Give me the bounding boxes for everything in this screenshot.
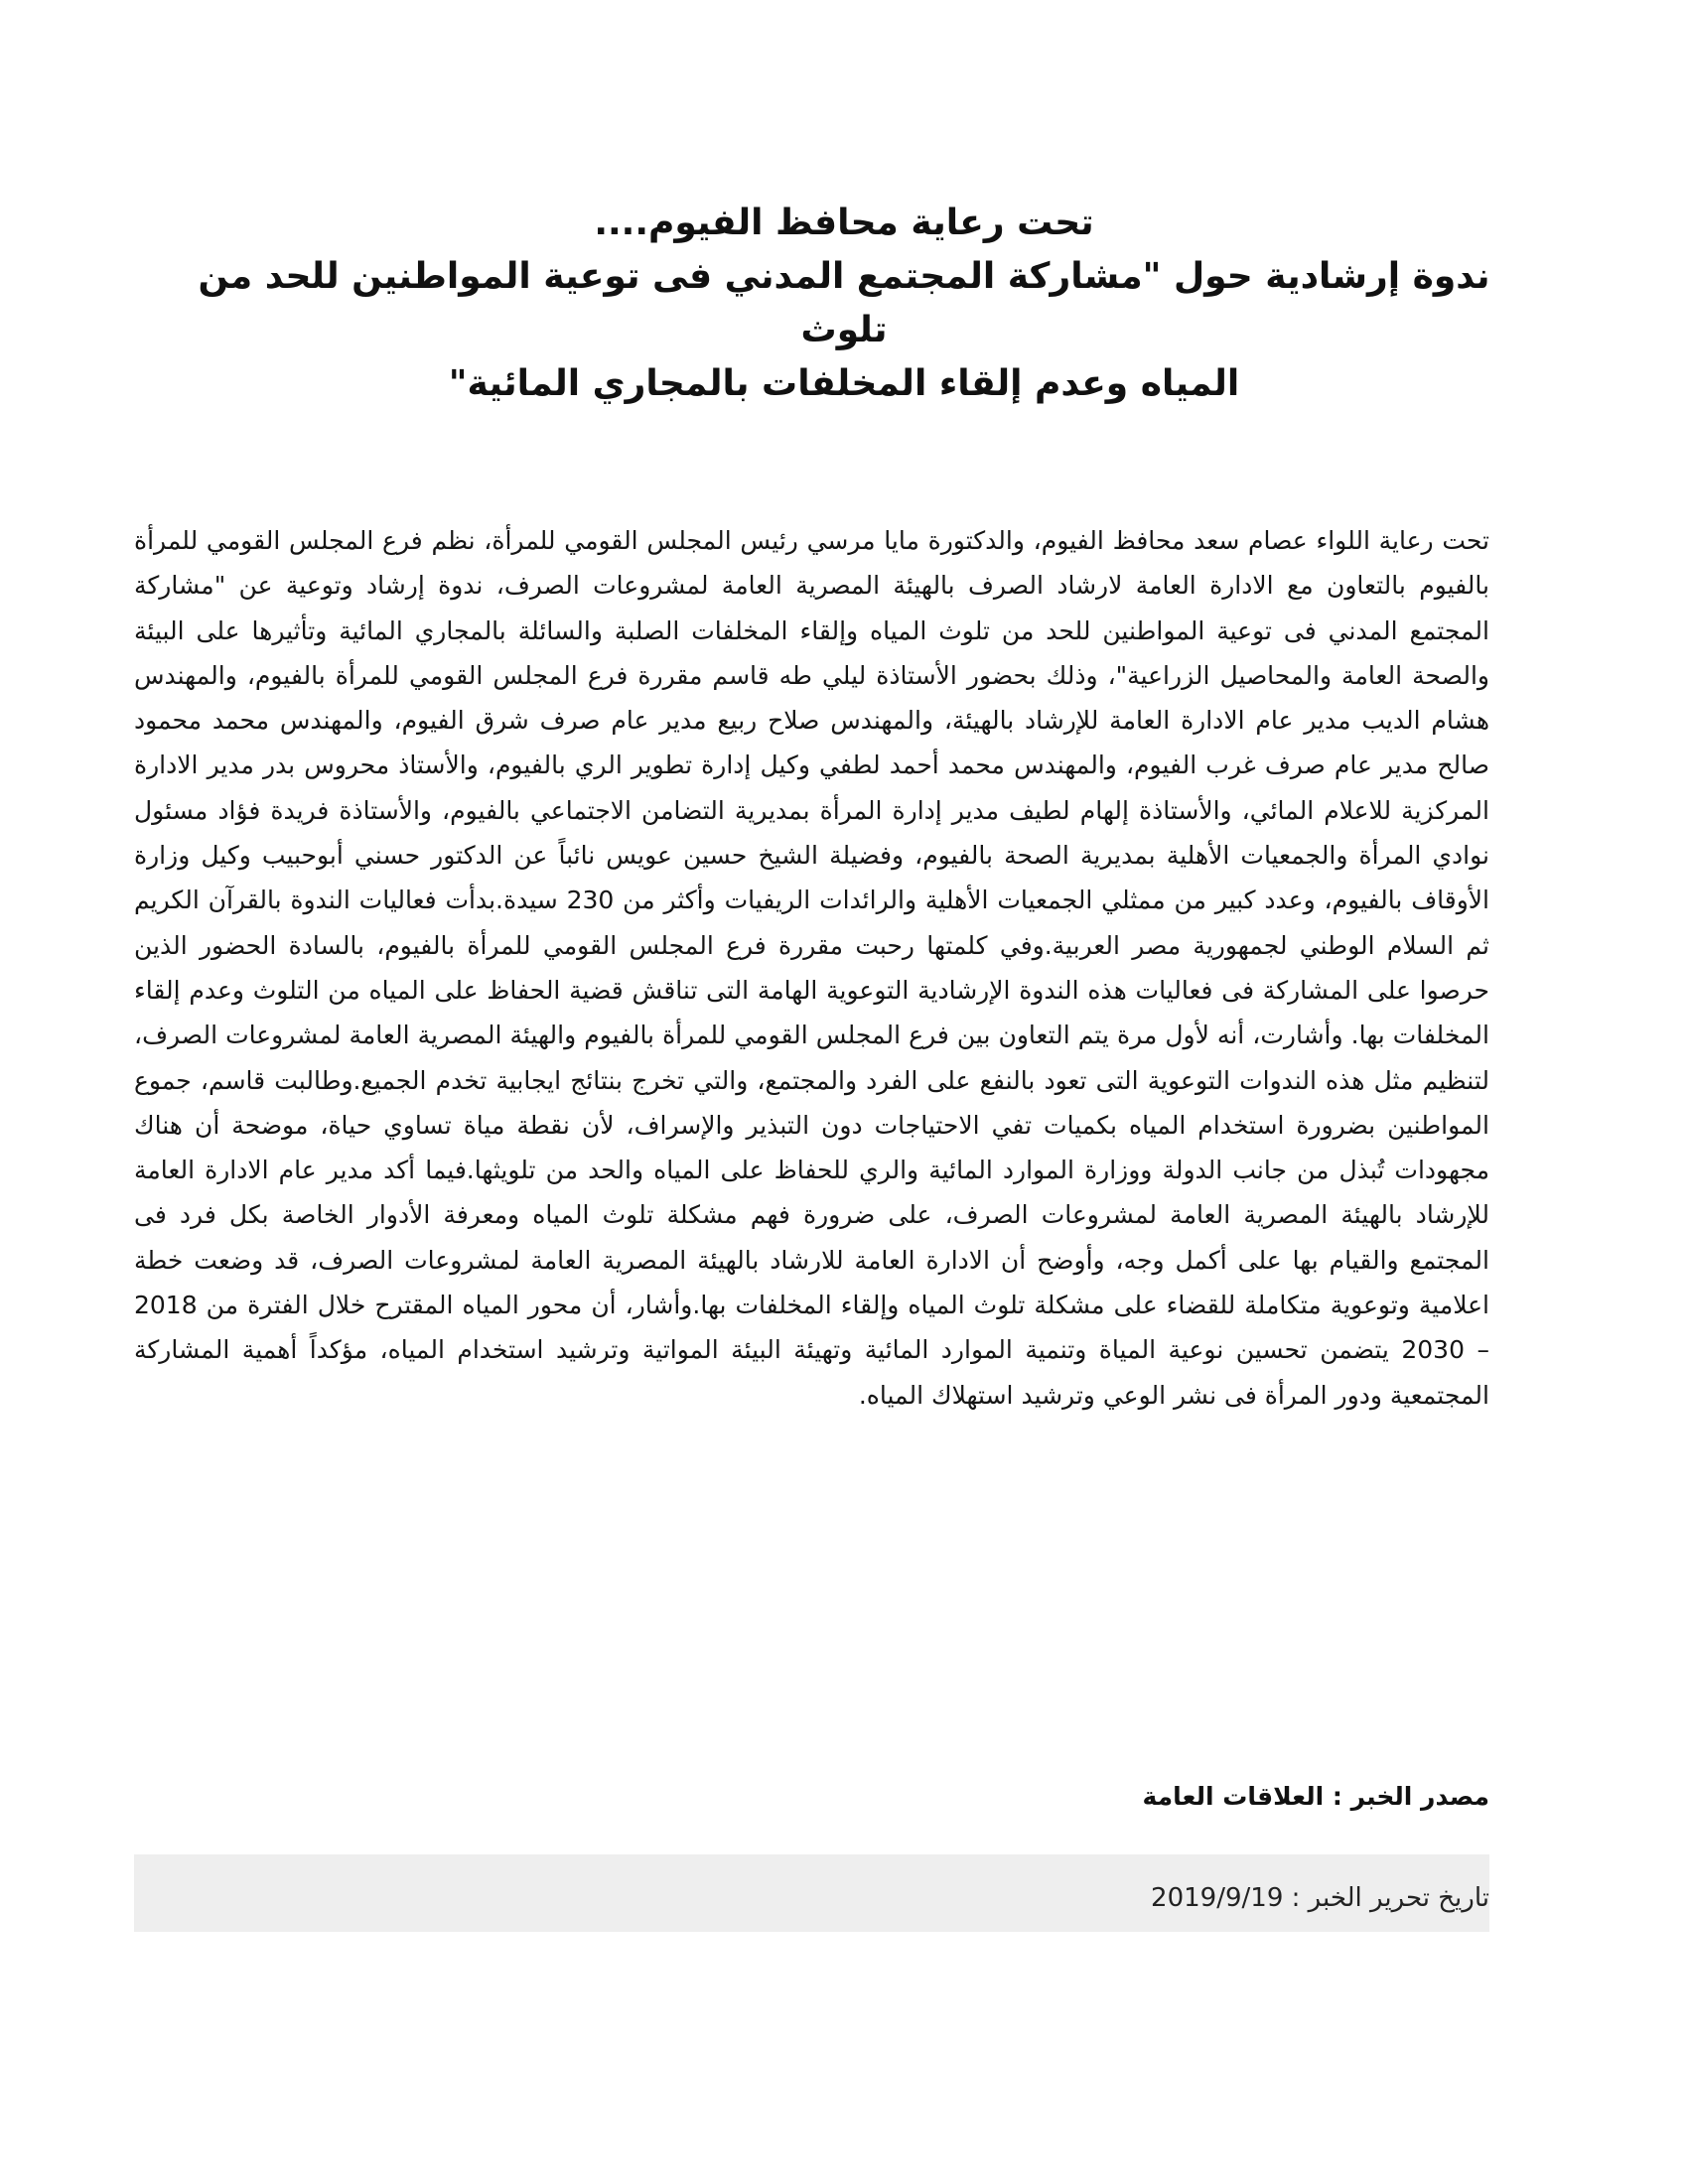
edit-date-bar <box>134 1854 1489 1932</box>
headline <box>149 197 1539 411</box>
headline-line-3: المياه وعدم إلقاء المخلفات بالمجاري المائية" <box>448 363 1240 404</box>
edit-date: تاريخ تحرير الخبر : 2019/9/19 <box>1151 1883 1489 1913</box>
headline-line-1: تحت رعاية محافظ الفيوم.... <box>594 203 1094 243</box>
article-body: تحت رعاية اللواء عصام سعد محافظ الفيوم، والدكتورة مايا مرسي رئيس المجلس القومي للمرأة، نظم فرع المجلس القومي للمرأة بالفيوم بالتعاون مع الادارة العامة لارشاد الصرف بالهيئة المصرية العامة لمشروعات الصرف، ندوة إرشاد وتوعية عن "مشاركة المجتمع المدني فى توعية المواطنين للحد من تلوث المياه وإلقاء المخلفات الصلبة والسائلة بالمجاري المائية وتأثيرها على البيئة والصحة العامة والمحاصيل الزراعية"، وذلك بحضور الأستاذة ليلي طه قاسم مقررة فرع المجلس القومي للمرأة بالفيوم، والمهندس هشام الديب مدير عام الادارة العامة للإرشاد بالهيئة، والمهندس صلاح ربيع مدير عام صرف شرق الفيوم، والمهندس محمد محمود صالح مدير عام صرف غرب الفيوم، والمهندس محمد أحمد لطفي وكيل إدارة تطوير الري بالفيوم، والأستاذ محروس بدر مدير الادارة المركزية للاعلام المائي، والأستاذة إلهام لطيف مدير إدارة المرأة بمديرية التضامن الاجتماعي بالفيوم، والأستاذة فريدة فؤاد مسئول نوادي المرأة والجمعيات الأهلية بمديرية الصحة بالفيوم، وفضيلة الشيخ حسين عويس نائباً عن الدكتور حسني أبوحبيب وكيل وزارة الأوقاف بالفيوم، وعدد كبير من ممثلي الجمعيات الأهلية والرائدات الريفيات وأكثر من 230 سيدة.بدأت فعاليات الندوة بالقرآن الكريم ثم السلام الوطني لجمهورية مصر العربية.وفي كلمتها رحبت مقررة فرع المجلس القومي للمرأة بالفيوم، بالسادة الحضور الذين حرصوا على المشاركة فى فعاليات هذه الندوة الإرشادية التوعوية الهامة التى تناقش قضية الحفاظ على المياه من التلوث وعدم إلقاء المخلفات بها. وأشارت، أنه لأول مرة يتم التعاون بين فرع المجلس القومي للمرأة بالفيوم والهيئة المصرية العامة لمشروعات الصرف، لتنظيم مثل هذه الندوات التوعوية التى تعود بالنفع على الفرد والمجتمع، والتي تخرج بنتائج ايجابية تخدم الجميع.وطالبت قاسم، جموع المواطنين بضرورة استخدام المياه بكميات تفي الاحتياجات دون التبذير والإسراف، لأن نقطة مياة تساوي حياة، موضحة أن هناك مجهودات تُبذل من جانب الدولة ووزارة الموارد المائية والري للحفاظ على المياه والحد من تلويثها.فيما أكد مدير عام الادارة العامة للإرشاد بالهيئة المصرية العامة لمشروعات الصرف، على ضرورة فهم مشكلة تلوث المياه ومعرفة الأدوار الخاصة بكل فرد فى المجتمع والقيام بها على أكمل وجه، وأوضح أن الادارة العامة للارشاد بالهيئة المصرية العامة لمشروعات الصرف، قد وضعت خطة اعلامية وتوعوية متكاملة للقضاء على مشكلة تلوث المياه وإلقاء المخلفات بها.وأشار، أن محور المياه المقترح خلال الفترة من 2018 – 2030 يتضمن تحسين نوعية المياة وتنمية الموارد المائية وتهيئة البيئة المواتية وترشيد استخدام المياه، مؤكداً أهمية المشاركة المجتمعية ودور المرأة فى نشر الوعي وترشيد استهلاك المياه. <box>134 526 1489 1410</box>
news-source: مصدر الخبر : العلاقات العامة <box>1142 1782 1489 1811</box>
headline-line-2: ندوة إرشادية حول "مشاركة المجتمع المدني فى توعية المواطنين للحد من تلوث <box>198 256 1490 350</box>
